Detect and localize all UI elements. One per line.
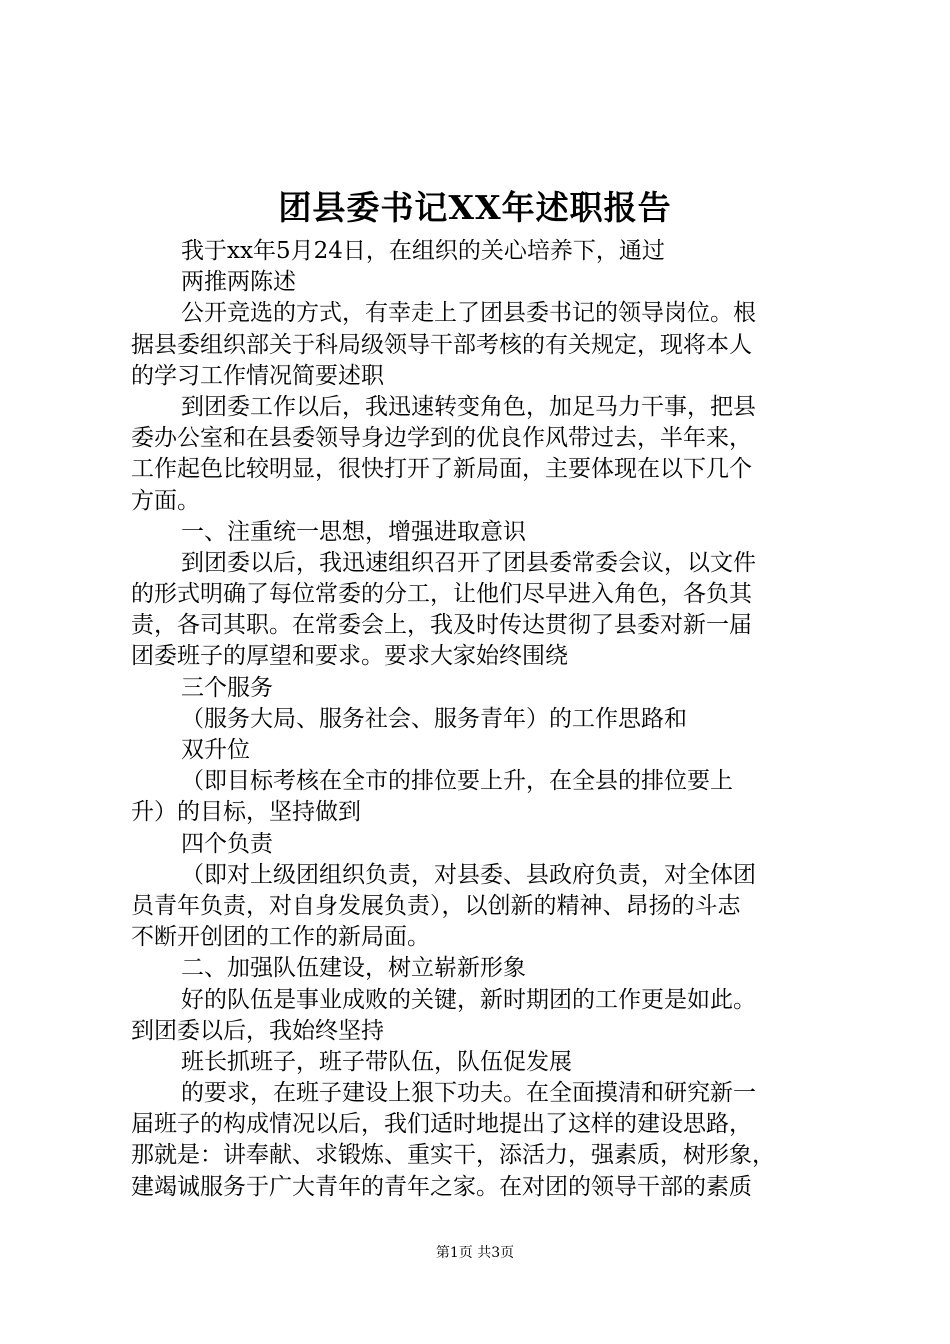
paragraph-line: 到团委以后，我始终坚持 [131,1017,384,1044]
paragraph-line: （即对上级团组织负责，对县委、县政府负责，对全体团 [181,861,756,888]
paragraph-line: 班长抓班子，班子带队伍，队伍促发展 [181,1048,572,1075]
paragraph-line: 到团委以后，我迅速组织召开了团县委常委会议，以文件 [181,549,756,576]
paragraph-line: （服务大局、服务社会、服务青年）的工作思路和 [181,705,687,732]
paragraph-line: 委办公室和在县委领导身边学到的优良作风带过去，半年来， [131,425,752,452]
document-body [131,236,831,1203]
paragraph-line: 据县委组织部关于科局级领导干部考核的有关规定，现将本人 [131,331,752,358]
paragraph-line: 不断开创团的工作的新局面。 [131,924,430,951]
paragraph-line: 届班子的构成情况以后，我们适时地提出了这样的建设思路， [131,1111,752,1138]
paragraph-line: 好的队伍是事业成败的关键，新时期团的工作更是如此。 [181,986,756,1013]
section-heading: 二、加强队伍建设，树立崭新形象 [181,955,526,982]
paragraph-line: 工作起色比较明显，很快打开了新局面，主要体现在以下几个 [131,456,752,483]
paragraph-line: 升）的目标，坚持做到 [131,799,361,826]
paragraph-line: 到团委工作以后，我迅速转变角色，加足马力干事，把县 [181,393,756,420]
document-title: 团县委书记XX年述职报告 [278,188,672,227]
paragraph-line: 的学习工作情况简要述职 [131,362,384,389]
paragraph-line: 责，各司其职。在常委会上，我及时传达贯彻了县委对新一届 [131,612,752,639]
paragraph-line: 员青年负责，对自身发展负责），以创新的精神、昂扬的斗志 [131,892,741,919]
paragraph-line: 四个负责 [181,830,273,857]
paragraph-line: （即目标考核在全市的排位要上升，在全县的排位要上 [181,768,733,795]
paragraph-line: 我于xx年5月24日，在组织的关心培养下，通过 [181,238,665,264]
paragraph-line: 公开竞选的方式，有幸走上了团县委书记的领导岗位。根 [181,300,756,327]
paragraph-line: 双升位 [181,737,250,763]
paragraph-line: 建竭诚服务于广大青年的青年之家。在对团的领导干部的素质 [131,1173,752,1200]
paragraph-line: 方面。 [131,487,200,514]
paragraph-line: 的要求，在班子建设上狠下功夫。在全面摸清和研究新一 [181,1080,756,1107]
section-heading: 一、注重统一思想，增强进取意识 [181,518,526,545]
paragraph-line: 的形式明确了每位常委的分工，让他们尽早进入角色，各负其 [131,581,752,608]
paragraph-line: 团委班子的厚望和要求。要求大家始终围绕 [131,643,568,670]
paragraph-line: 两推两陈述 [181,269,296,296]
page-footer: 第1页 共3页 [435,1245,515,1261]
paragraph-line: 那就是：讲奉献、求锻炼、重实干，添活力，强素质，树形象， [131,1142,775,1169]
paragraph-line: 三个服务 [181,674,273,701]
